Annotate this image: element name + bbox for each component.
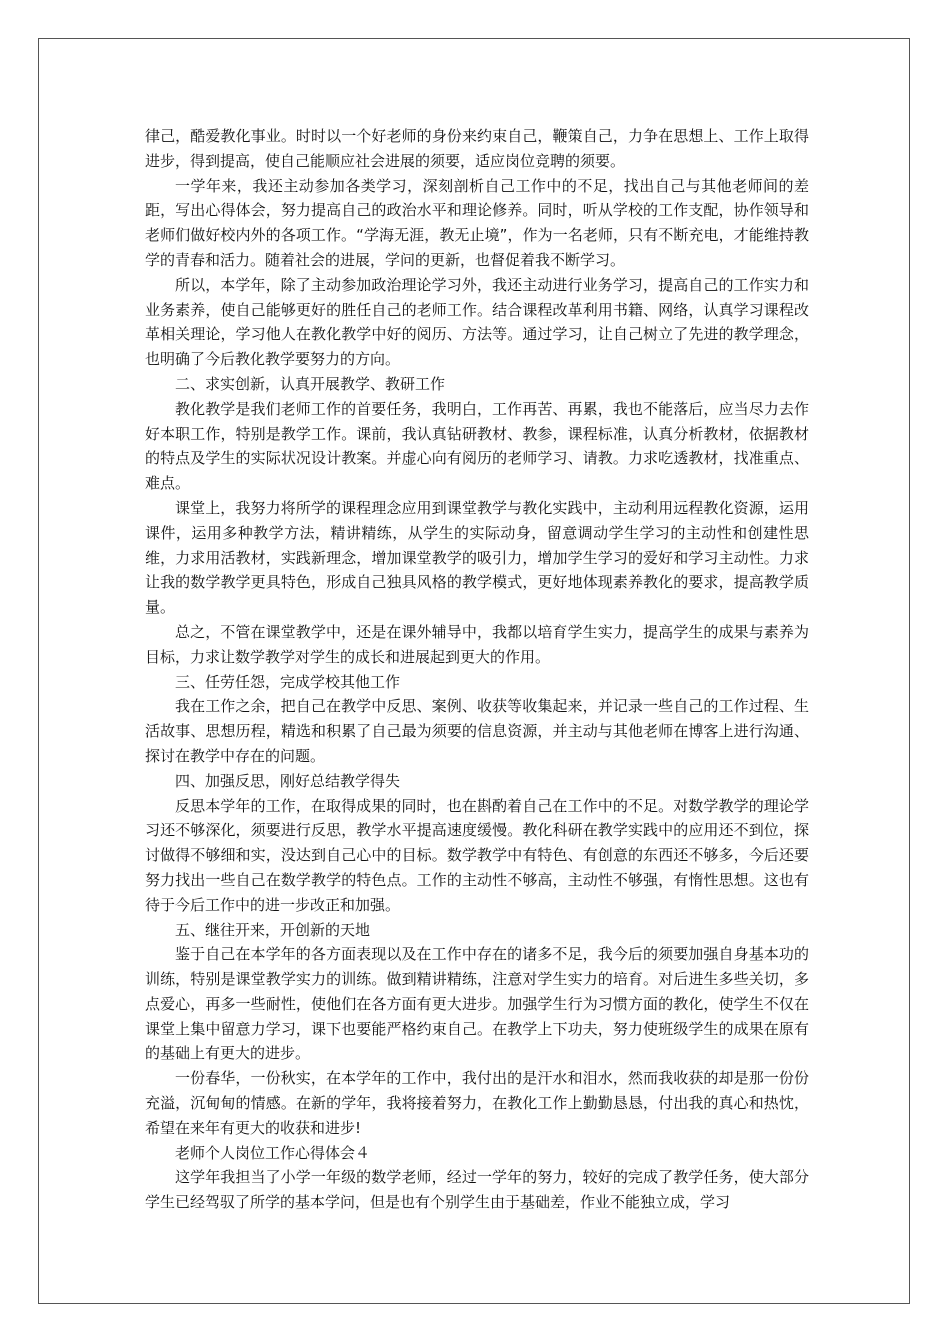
paragraph-9: 我在工作之余，把自己在教学中反思、案例、收获等收集起来，并记录一些自己的工作过程、生活故事、思想历程，精选和积累了自己最为须要的信息资源，并主动与其他老师在博客上进行沟通、探讨在教学中存在的问题。 (145, 697, 809, 765)
section-heading-5: 五、继往开来，开创新的天地 (175, 920, 371, 939)
paragraph-13: 鉴于自己在本学年的各方面表现以及在工作中存在的诸多不足，我今后的须要加强自身基本功的训练，特别是课堂教学实力的训练。做到精讲精练，注意对学生实力的培育。对后进生多些关切，多点爱心，再多一些耐性，使他们在各方面有更大进步。加强学生行为习惯方面的教化，使学生不仅在课堂上集中留意力学习，课下也要能严格约束自己。在教学上下功夫，努力使班级学生的成果在原有的基础上有更大的进步。 (145, 945, 809, 1063)
paragraph-5: 教化教学是我们老师工作的首要任务，我明白，工作再苦、再累，我也不能落后，应当尽力去作好本职工作，特别是教学工作。课前，我认真钻研教材、教参，课程标准，认真分析教材，依据教材的特点及学生的实际状况设计教案。并虚心向有阅历的老师学习、请教。力求吃透教材，找准重点、难点。 (145, 399, 809, 493)
document-body (145, 124, 809, 1215)
paragraph-2: 一学年来，我还主动参加各类学习，深刻剖析自己工作中的不足，找出自己与其他老师间的差距，写出心得体会，努力提高自己的政治水平和理论修养。同时，听从学校的工作支配，协作领导和老师们做好校内外的各项工作。“学海无涯，教无止境”，作为一名老师，只有不断充电，才能维持教学的青春和活力。随着社会的进展，学问的更新，也督促着我不断学习。 (145, 176, 809, 269)
paragraph-6: 课堂上，我努力将所学的课程理念应用到课堂教学与教化实践中，主动利用远程教化资源，运用课件，运用多种教学方法，精讲精练，从学生的实际动身，留意调动学生学习的主动性和创建性思维，力求用活教材，实践新理念，增加课堂教学的吸引力，增加学生学习的爱好和学习主动性。力求让我的数学教学更具特色，形成自己独具风格的教学模式，更好地体现素养教化的要求，提高教学质量。 (145, 498, 809, 617)
article-title-4: 老师个人岗位工作心得体会４ (175, 1143, 371, 1162)
section-heading-3: 三、任劳任怨，完成学校其他工作 (175, 672, 401, 691)
paragraph-3: 所以，本学年，除了主动参加政治理论学习外，我还主动进行业务学习，提高自己的工作实力和业务素养，使自己能够更好的胜任自己的老师工作。结合课程改革利用书籍、网络，认真学习课程改革相关理论，学习他人在教化教学中好的阅历、方法等。通过学习，让自己树立了先进的教学理念，也明确了今后教化教学要努力的方向。 (145, 275, 809, 369)
paragraph-14: 一份春华，一份秋实，在本学年的工作中，我付出的是汗水和泪水，然而我收获的却是那一份份充溢，沉甸甸的情感。在新的学年，我将接着努力，在教化工作上勤勤恳恳，付出我的真心和热忱，希望在来年有更大的收获和进步! (145, 1069, 809, 1137)
paragraph-1: 律己，酷爱教化事业。时时以一个好老师的身份来约束自己，鞭策自己，力争在思想上、工作上取得进步，得到提高，使自己能顺应社会进展的须要，适应岗位竞聘的须要。 (145, 127, 809, 170)
paragraph-16: 这学年我担当了小学一年级的数学老师，经过一学年的努力，较好的完成了教学任务，使大部分学生已经驾驭了所学的基本学问，但是也有个别学生由于基础差，作业不能独立成，学习 (145, 1168, 809, 1212)
section-heading-2: 二、求实创新，认真开展教学、教研工作 (175, 374, 446, 393)
paragraph-7: 总之，不管在课堂教学中，还是在课外辅导中，我都以培育学生实力，提高学生的成果与素养为目标，力求让数学教学对学生的成长和进展起到更大的作用。 (145, 622, 809, 666)
paragraph-11: 反思本学年的工作，在取得成果的同时，也在斟酌着自己在工作中的不足。对数学教学的理论学习还不够深化，须要进行反思，教学水平提高速度缓慢。教化科研在教学实践中的应用还不到位，探讨做得不够细和实，没达到自己心中的目标。数学教学中有特色、有创意的东西还不够多，今后还要努力找出一些自己在数学教学的特色点。工作的主动性不够高，主动性不够强，有惰性思想。这也有待于今后工作中的进一步改正和加强。 (145, 796, 809, 914)
section-heading-4: 四、加强反思，刚好总结教学得失 (175, 771, 401, 790)
